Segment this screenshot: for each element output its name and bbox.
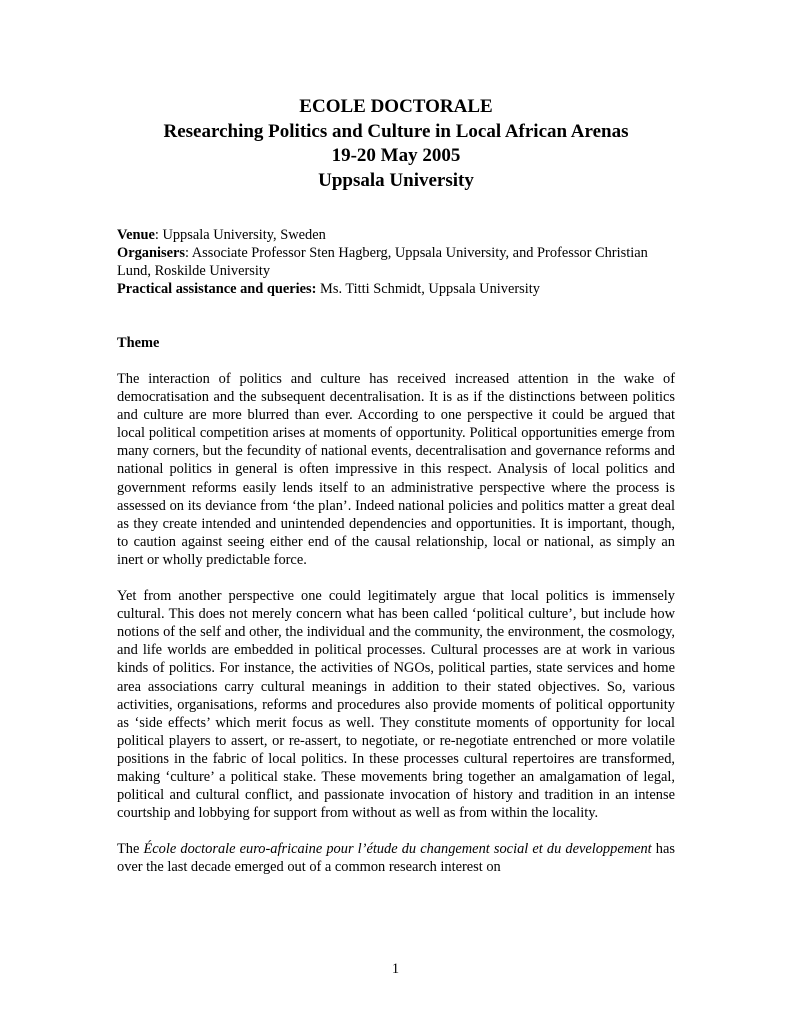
organisers-label: Organisers — [117, 245, 185, 261]
theme-paragraph-3 — [117, 840, 675, 876]
venue-label: Venue — [117, 227, 155, 243]
event-details — [117, 226, 675, 298]
page-number: 1 — [391, 961, 400, 977]
assistance-label: Practical assistance and queries: — [117, 281, 317, 297]
organisers-line — [117, 244, 675, 280]
theme-paragraph-1: The interaction of politics and culture has received increased attention in the wake of democratisation and the subsequent decentralisation. It is as if the distinctions between politics and culture are more blurred than ever. According to one perspective it could be argued that local political competition arises at moments of opportunity. Political opportunities emerge from many corners, but the fecundity of national events, decentralisation and governance reforms and national politics in general is often impressive in this respect. Analysis of local politics and government reforms easily lends itself to an administrative perspective where the process is assessed on its deviance from ‘the plan’. Indeed national policies and politics matter a great deal as they create intended and unintended dependencies and opportunities. It is important, though, to caution against seeing either end of the causal relationship, local or national, as simply an inert or wholly predictable force. — [117, 371, 675, 568]
assistance-line — [117, 280, 675, 298]
theme-paragraph-2: Yet from another perspective one could legitimately argue that local politics is immensely cultural. This does not merely concern what has been called ‘political culture’, but include how notions of the self and other, the individual and the community, the environment, the cosmology, and life worlds are embedded in political processes. Cultural processes are at work in various kinds of politics. For instance, the activities of NGOs, political parties, state services and home area associations carry cultural meanings in addition to their stated objectives. So, various activities, organisations, reforms and procedures also provide moments of political opportunity as ‘side effects’ which merit focus as well. They constitute moments of opportunity for local political players to assert, or re-assert, to negotiate, or re-negotiate entrenched or more volatile positions in the fabric of local politics. In these processes cultural repertoires are transformed, making ‘culture’ a political stake. These movements bring together an amalgamation of legal, political and cultural conflict, and passionate invocation of history and tradition in an intense courtship and lobbying for support from without as well as from within the locality. — [117, 588, 675, 822]
venue-value: : Uppsala University, Sweden — [154, 227, 326, 243]
title-line-date: 19-20 May 2005 — [331, 145, 461, 166]
venue-line — [117, 226, 675, 244]
title-line-topic: Researching Politics and Culture in Local African Arenas — [163, 120, 629, 142]
document-page — [117, 95, 675, 876]
assistance-value: Ms. Titti Schmidt, Uppsala University — [316, 281, 540, 297]
title-line-school: ECOLE DOCTORALE — [299, 96, 493, 117]
organisers-value: : Associate Professor Sten Hagberg, Uppsala University, and Professor Christian Lund, Roskilde University — [117, 245, 648, 279]
document-title — [117, 95, 675, 193]
paragraph-3-start: The — [117, 841, 144, 858]
theme-heading: Theme — [117, 335, 160, 351]
title-line-university: Uppsala University — [318, 169, 474, 191]
paragraph-3-end: has over the last decade emerged out of a common research interest on — [117, 841, 675, 876]
paragraph-3-italic-name: École doctorale euro-africaine pour l’étude du changement social et du developpement — [143, 841, 652, 858]
